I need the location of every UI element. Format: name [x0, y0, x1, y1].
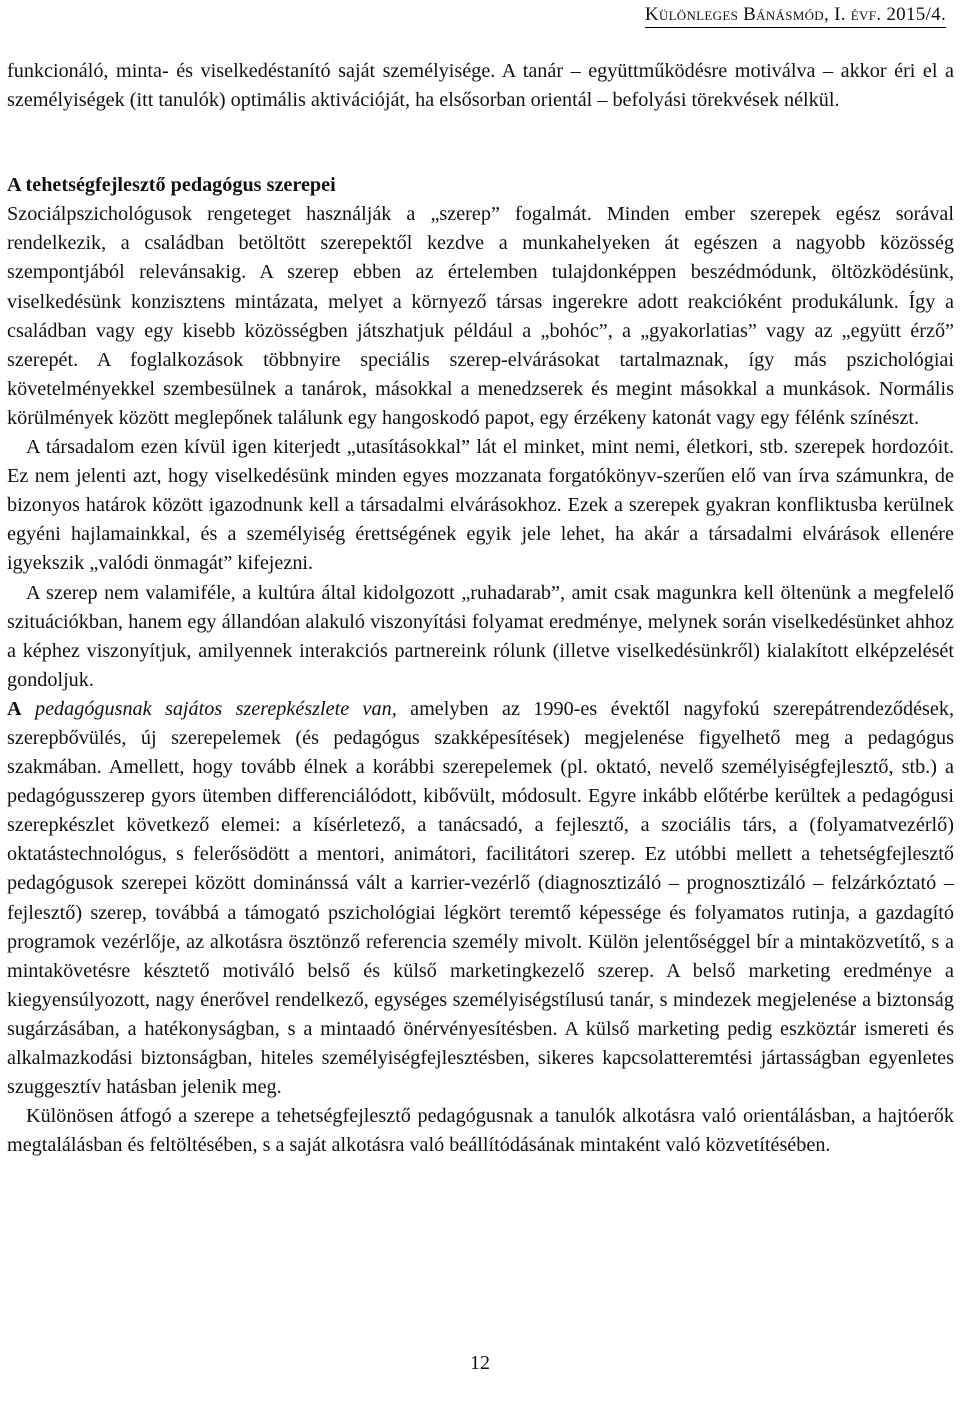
paragraph-roles-intro: Szociálpszichológusok rengeteget használják a „szerep” fogalmát. Minden ember szerepek egész sorával rendelkezik, a családban betöltött szerepektől kezdve a munkahelyeken át egészen a nagyobb közösség szempontjából relevánsakig. A szerep ebben az értelemben tulajdonképpen beszédmódunk, öltözködésünk, viselkedésünk konzisztens mintázata, melyet a környező társas ingerekre adott reakcióként produkálunk. Így a családban vagy egy kisebb közösségben játszhatjuk például a „bohóc”, a „gyakorlatias” vagy az „együtt érző” szerepét. A foglalkozások többnyire speciális szerep-elvárásokat tartalmaznak, így más pszichológiai követelményekkel szembesülnek a tanárok, másokkal a menedzserek és megint másokkal a munkások. Normális körülmények között meglepőnek találunk egy hangoskodó papot, egy érzékeny katonát vagy egy félénk színészt. — [7, 203, 954, 429]
paragraph-teacher-role-set — [7, 695, 954, 1102]
paragraph-talent-developer: Különösen átfogó a szerepe a tehetségfejlesztő pedagógusnak a tanulók alkotásra való orientálásban, a hajtóerők megtalálásban és feltöltésében, s a saját alkotásra való beállítódásának mintaként való közvetítésében. — [7, 1105, 954, 1157]
paragraph-teacher-role-set-text: amelyben az 1990-es évektől nagyfokú szerepátrendeződések, szerepbővülés, új szerepelemek (és pedagógus szakképesítések) megjelenése figyelhető meg a pedagógus szakmában. Amellett, hogy tovább élnek a korábbi szerepelemek (pl. oktató, nevelő személyiségfejlesztő, stb.) a pedagógusszerep gyors ütemben differenciálódott, kibővült, módosult. Egyre inkább előtérbe kerültek a pedagógusi szerepkészlet következő elemei: a kísérletező, a tanácsadó, a fejlesztő, a szociális társ, a (folyamatvezérlő) oktatástechnológus, s felerősödött a mentori, animátori, facilitátori szerep. Ez utóbbi mellett a tehetségfejlesztő pedagógusok szerepei között dominánssá vált a karrier-vezérlő (diagnosztizáló – prognosztizáló – felzárkóztató – fejlesztő) szerep, továbbá a támogató pszichológiai légkört teremtő képessége és folyamatos rutinja, a gazdagító programok vezérlője, az alkotásra ösztönző referencia személy mivolt. Külön jelentőséggel bír a mintaközvetítő, s a mintakövetésre késztető motiváló belső és külső marketingkezelő szerep. A belső marketing eredménye a kiegyensúlyozott, nagy énerővel rendelkező, egységes személyiségstílusú tanár, s mindezek megjelenése a biztonság sugárzásában, a hatékonyságban, s a mintaadó önérvényesítésben. A külső marketing pedig eszköztár ismereti és alkalmazkodási biztonságban, hiteles személyiségfejlesztésben, sikeres kapcsolatteremtési jártasságban egyenletes szuggesztív hatásban jelenik meg. — [7, 697, 955, 1099]
lead-paragraph: funkcionáló, minta- és viselkedéstanító saját személyisége. A tanár – együttműködésre motiválva – akkor éri el a személyiségek (itt tanulók) optimális aktivációját, ha elsősorban orientál – befolyási törekvések nélkül. — [7, 60, 954, 112]
running-header: Különleges Bánásmód, I. évf. 2015/4. — [645, 4, 946, 28]
section-title: A tehetségfejlesztő pedagógus szerepei — [7, 174, 336, 197]
paragraph-role-process: A szerep nem valamiféle, a kultúra által kidolgozott „ruhadarab”, amit csak magunkra kell öltenünk a megfelelő szituációkban, hanem egy állandóan alakuló viszonyítási folyamat eredménye, melynek során viselkedésünket ahhoz a képhez viszonyítjuk, amilyennek interakciós partnereink rólunk (illetve viselkedésünkről) kialakított elképzelését gondoljuk. — [7, 581, 954, 691]
page-number: 12 — [470, 1352, 490, 1374]
emphasis-italic: pedagógusnak sajátos szerepkészlete van, — [34, 697, 397, 720]
emphasis-bold: A — [7, 697, 22, 720]
paragraph-social-instructions: A társadalom ezen kívül igen kiterjedt „utasításokkal” lát el minket, mint nemi, életkori, stb. szerepek hordozóit. Ez nem jelenti azt, hogy viselkedésünk minden egyes mozzanata forgatókönyv-szerűen elő van írva számunkra, de bizonyos határok között igazodnunk kell a társadalmi elvárásokhoz. Ezek a szerepek gyakran konfliktusba kerülnek egyéni hajlamainkkal, és a személyiség érettségének egyik jele lehet, ha akár a társadalmi elvárások ellenére igyekszik „valódi önmagát” kifejezni. — [7, 436, 954, 575]
article-body — [7, 57, 954, 1160]
